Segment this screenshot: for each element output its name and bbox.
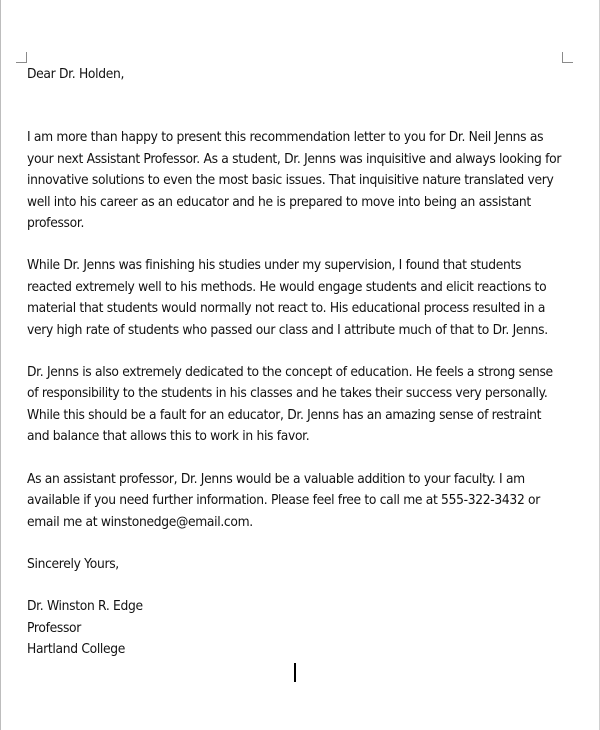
line: reacted extremely well to his methods. He would engage students and elicit reactions to — [27, 279, 547, 295]
paragraph-1 — [27, 127, 579, 234]
signature-organization: Hartland College — [27, 642, 126, 658]
margin-crop-mark-top-left — [16, 52, 27, 63]
blank-line — [27, 234, 579, 255]
signature-title: Professor — [27, 620, 82, 636]
salutation: Dear Dr. Holden, — [27, 67, 125, 82]
signature-name: Dr. Winston R. Edge — [27, 599, 143, 615]
letter-body[interactable] — [27, 64, 579, 661]
line: available if you need further information. Please feel free to call me at 555-322-3432 or — [27, 493, 541, 509]
line: and balance that allows this to work in his favor. — [27, 429, 310, 445]
line: professor. — [27, 216, 85, 232]
line: of responsibility to the students in his classes and he takes their success very personally. — [27, 386, 548, 402]
line: I am more than happy to present this recommendation letter to you for Dr. Neil Jenns as — [27, 130, 544, 146]
line: innovative solutions to even the most basic issues. That inquisitive nature translated very — [27, 173, 554, 189]
blank-line — [27, 341, 579, 362]
text-cursor — [294, 663, 296, 682]
line: well into his career as an educator and he is prepared to move into being an assistant — [27, 194, 531, 210]
closing: Sincerely Yours, — [27, 556, 119, 572]
blank-line — [27, 575, 579, 596]
blank-line — [27, 448, 579, 469]
paragraph-4 — [27, 469, 579, 533]
line: Dr. Jenns is also extremely dedicated to the concept of education. He feels a strong sense — [27, 365, 553, 381]
blank-line — [27, 106, 579, 127]
blank-line — [27, 533, 579, 554]
signature-block — [27, 596, 579, 660]
line: As an assistant professor, Dr. Jenns would be a valuable addition to your faculty. I am — [27, 471, 525, 487]
margin-crop-mark-top-right — [562, 52, 573, 63]
paragraph-3 — [27, 362, 579, 448]
line: While Dr. Jenns was finishing his studies under my supervision, I found that students — [27, 258, 522, 274]
line: material that students would normally not react to. His educational process resulted in a — [27, 301, 546, 317]
blank-line — [27, 85, 579, 106]
paragraph-2 — [27, 255, 579, 341]
line: your next Assistant Professor. As a student, Dr. Jenns was inquisitive and always looking for — [27, 151, 562, 167]
line: very high rate of students who passed our class and I attribute much of that to Dr. Jenns. — [27, 322, 548, 338]
line: While this should be a fault for an educator, Dr. Jenns has an amazing sense of restraint — [27, 407, 542, 423]
line: email me at winstonedge@email.com. — [27, 514, 253, 530]
